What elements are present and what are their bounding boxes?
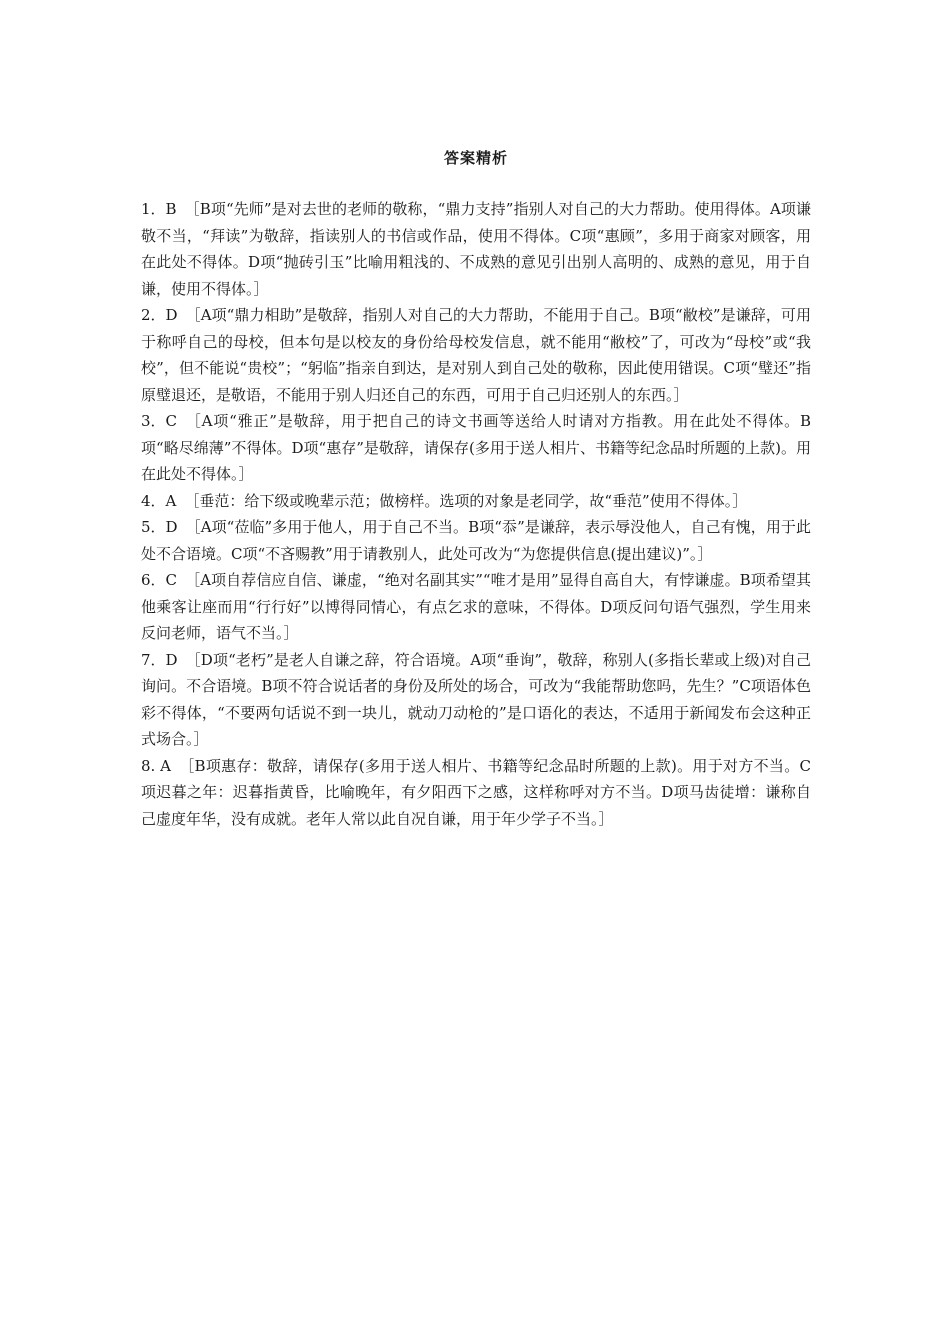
answer-explanation: ［B项“先师”是对去世的老师的敬称，“鼎力支持”指别人对自己的大力帮助。使用得体。A项谦敬不当，“拜读”为敬辞，指读别人的书信或作品，使用不得体。C项“惠顾”，多用于商家对顾客，用在此处不得体。D项“抛砖引玉”比喻用粗浅的、不成熟的意见引出别人高明的、成熟的意见，用于自谦，使用不得体。］	[141, 200, 811, 298]
answer-number: 3．C	[141, 412, 178, 430]
answer-number: 1．B	[141, 200, 177, 218]
answer-number: 5．D	[141, 518, 178, 536]
page-title: 答案精析	[443, 149, 508, 167]
answer-explanation: ［D项“老朽”是老人自谦之辞，符合语境。A项“垂询”，敬辞，称别人(多指长辈或上级)对自己询问。不合语境。B项不符合说话者的身份及所处的场合，可改为“我能帮助您吗，先生？”C项语体色彩不得体，“不要两句话说不到一块儿，就动刀动枪的”是口语化的表达，不适用于新闻发布会这种正式场合。］	[141, 650, 811, 748]
answer-item-5	[141, 514, 811, 567]
answer-item-1	[141, 196, 811, 302]
answer-item-6	[141, 567, 811, 647]
answer-item-3	[141, 408, 811, 488]
answer-explanation: ［A项“莅临”多用于他人，用于自己不当。B项“忝”是谦辞，表示辱没他人，自己有愧，用于此处不合语境。C项“不吝赐教”用于请教别人，此处可改为“为您提供信息(提出建议)”。］	[141, 518, 811, 563]
answer-number: 8. A	[141, 756, 171, 775]
answer-number: 4．A	[141, 491, 177, 510]
answer-list	[141, 196, 811, 832]
answer-explanation: ［B项惠存：敬辞，请保存(多用于送人相片、书籍等纪念品时所题的上款)。用于对方不当。C项迟暮之年：迟暮指黄昏，比喻晚年，有夕阳西下之感，这样称呼对方不当。D项马齿徒增：谦称自己虚度年华，没有成就。老年人常以此自况自谦，用于年少学子不当。］	[141, 756, 811, 828]
answer-item-4	[141, 488, 811, 515]
answer-sheet	[141, 146, 811, 832]
answer-explanation: ［A项“鼎力相助”是敬辞，指别人对自己的大力帮助，不能用于自己。B项“敝校”是谦辞，可用于称呼自己的母校，但本句是以校友的身份给母校发信息，就不能用“敝校”了，可改为“母校”或“我校”，但不能说“贵校”；“躬临”指亲自到达，是对别人到自己处的敬称，因此使用错误。C项“璧还”指原璧退还，是敬语，不能用于别人归还自己的东西，可用于自己归还别人的东西。］	[141, 306, 811, 404]
answer-item-8	[141, 753, 811, 833]
answer-number: 6．C	[141, 571, 178, 589]
answer-number: 2．D	[141, 306, 178, 324]
answer-item-2	[141, 302, 811, 408]
answer-explanation: ［A项“雅正”是敬辞，用于把自己的诗文书画等送给人时请对方指教。用在此处不得体。B项“略尽绵薄”不得体。D项“惠存”是敬辞，请保存(多用于送人相片、书籍等纪念品时所题的上款)。用在此处不得体。］	[141, 412, 811, 483]
answer-explanation: ［垂范：给下级或晚辈示范；做榜样。选项的对象是老同学，故“垂范”使用不得体。］	[184, 491, 748, 510]
answer-item-7	[141, 647, 811, 753]
answer-number: 7．D	[141, 650, 178, 669]
answer-explanation: ［A项自荐信应自信、谦虚，“绝对名副其实”“唯才是用”显得自高自大，有悖谦虚。B项希望其他乘客让座而用“行行好”以博得同情心，有点乞求的意味，不得体。D项反问句语气强烈，学生用来反问老师，语气不当。］	[141, 571, 811, 642]
